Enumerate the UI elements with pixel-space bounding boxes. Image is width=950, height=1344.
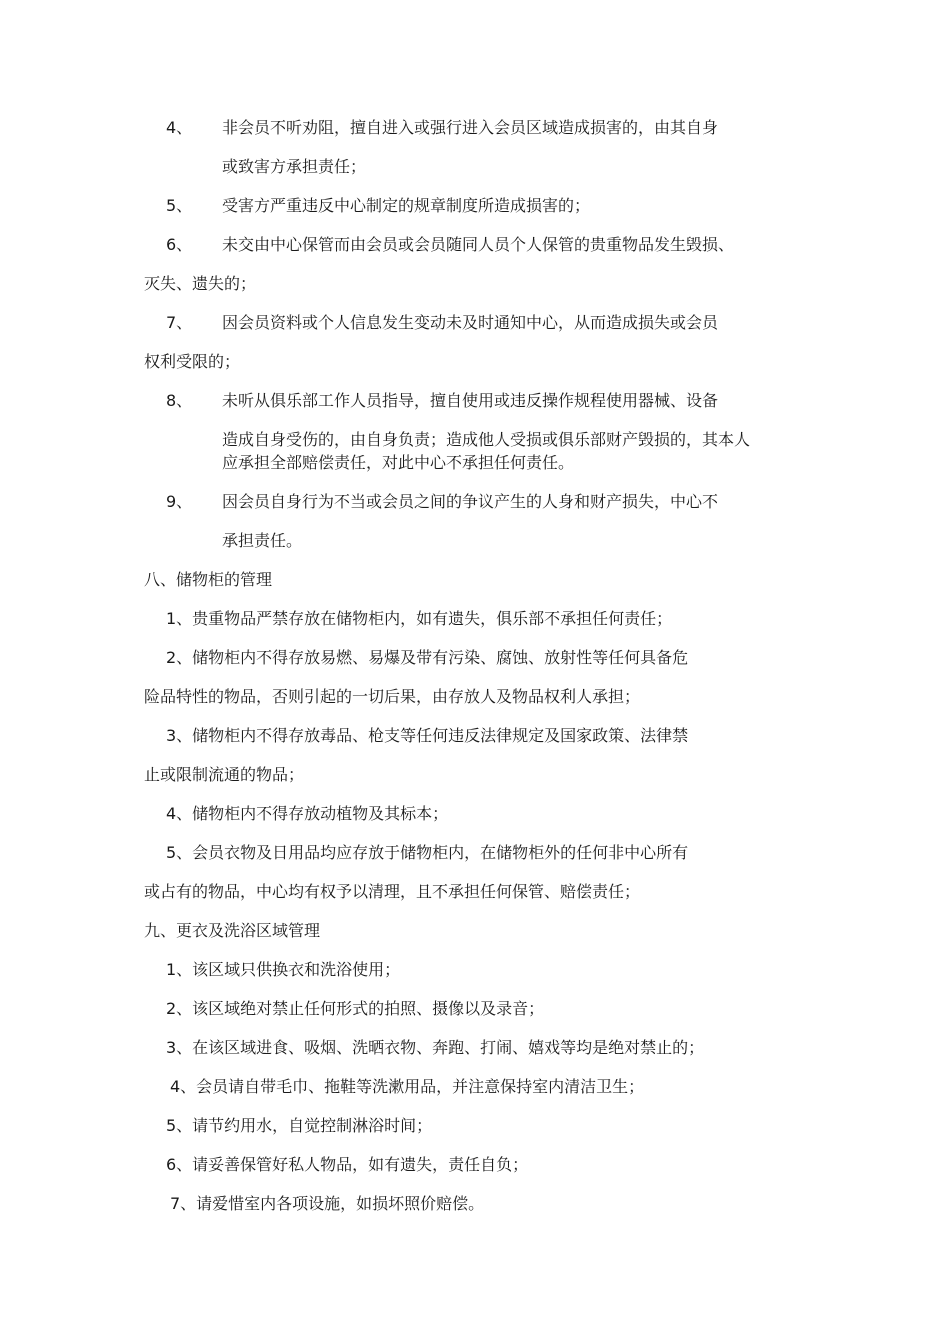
item-text-line: 承担责任。 — [222, 531, 303, 550]
section-line: 4、储物柜内不得存放动植物及其标本； — [166, 804, 449, 823]
item-text-line: 造成自身受伤的，由自身负责；造成他人受损或俱乐部财产毁损的，其本人 — [222, 430, 751, 449]
item-text-line: 因会员自身行为不当或会员之间的争议产生的人身和财产损失，中心不 — [222, 492, 719, 511]
item-number: 6、 — [166, 235, 193, 254]
section-line: 5、会员衣物及日用品均应存放于储物柜内，在储物柜外的任何非中心所有 — [166, 843, 689, 862]
item-number: 4、 — [166, 118, 193, 137]
section-line: 1、贵重物品严禁存放在储物柜内，如有遗失，俱乐部不承担任何责任； — [166, 609, 673, 628]
item-text-line: 非会员不听劝阻，擅自进入或强行进入会员区域造成损害的，由其自身 — [222, 118, 719, 137]
item-number: 5、 — [166, 196, 193, 215]
item-text-line: 未听从俱乐部工作人员指导，擅自使用或违反操作规程使用器械、设备 — [222, 391, 719, 410]
item-text-line: 受害方严重违反中心制定的规章制度所造成损害的； — [222, 196, 591, 215]
section-heading-lockers: 八、储物柜的管理 — [144, 570, 273, 589]
item-text-line: 应承担全部赔偿责任，对此中心不承担任何责任。 — [222, 453, 575, 472]
item-text-line: 或致害方承担责任； — [222, 157, 367, 176]
section-line: 2、该区域绝对禁止任何形式的拍照、摄像以及录音； — [166, 999, 545, 1018]
section-line: 或占有的物品，中心均有权予以清理，且不承担任何保管、赔偿责任； — [144, 882, 641, 901]
section-line: 险品特性的物品，否则引起的一切后果，由存放人及物品权利人承担； — [144, 687, 641, 706]
section-line: 止或限制流通的物品； — [144, 765, 305, 784]
item-text-line: 灭失、遗失的； — [144, 274, 257, 293]
section-heading-changing-rooms: 九、更衣及洗浴区域管理 — [144, 921, 321, 940]
section-line: 3、储物柜内不得存放毒品、枪支等任何违反法律规定及国家政策、法律禁 — [166, 726, 689, 745]
item-text-line: 未交由中心保管而由会员或会员随同人员个人保管的贵重物品发生毁损、 — [222, 235, 735, 254]
section-line: 6、请妥善保管好私人物品，如有遗失，责任自负； — [166, 1155, 529, 1174]
section-line: 2、储物柜内不得存放易燃、易爆及带有污染、腐蚀、放射性等任何具备危 — [166, 648, 689, 667]
item-text-line: 因会员资料或个人信息发生变动未及时通知中心，从而造成损失或会员 — [222, 313, 719, 332]
section-line: 5、请节约用水，自觉控制淋浴时间； — [166, 1116, 433, 1135]
section-line: 7、请爱惜室内各项设施，如损坏照价赔偿。 — [170, 1194, 485, 1213]
item-number: 7、 — [166, 313, 193, 332]
item-number: 8、 — [166, 391, 193, 410]
item-number: 9、 — [166, 492, 193, 511]
section-line: 3、在该区域进食、吸烟、洗晒衣物、奔跑、打闹、嬉戏等均是绝对禁止的； — [166, 1038, 705, 1057]
section-line: 4、会员请自带毛巾、拖鞋等洗漱用品，并注意保持室内清洁卫生； — [170, 1077, 645, 1096]
item-text-line: 权利受限的； — [144, 352, 241, 371]
section-line: 1、该区域只供换衣和洗浴使用； — [166, 960, 401, 979]
